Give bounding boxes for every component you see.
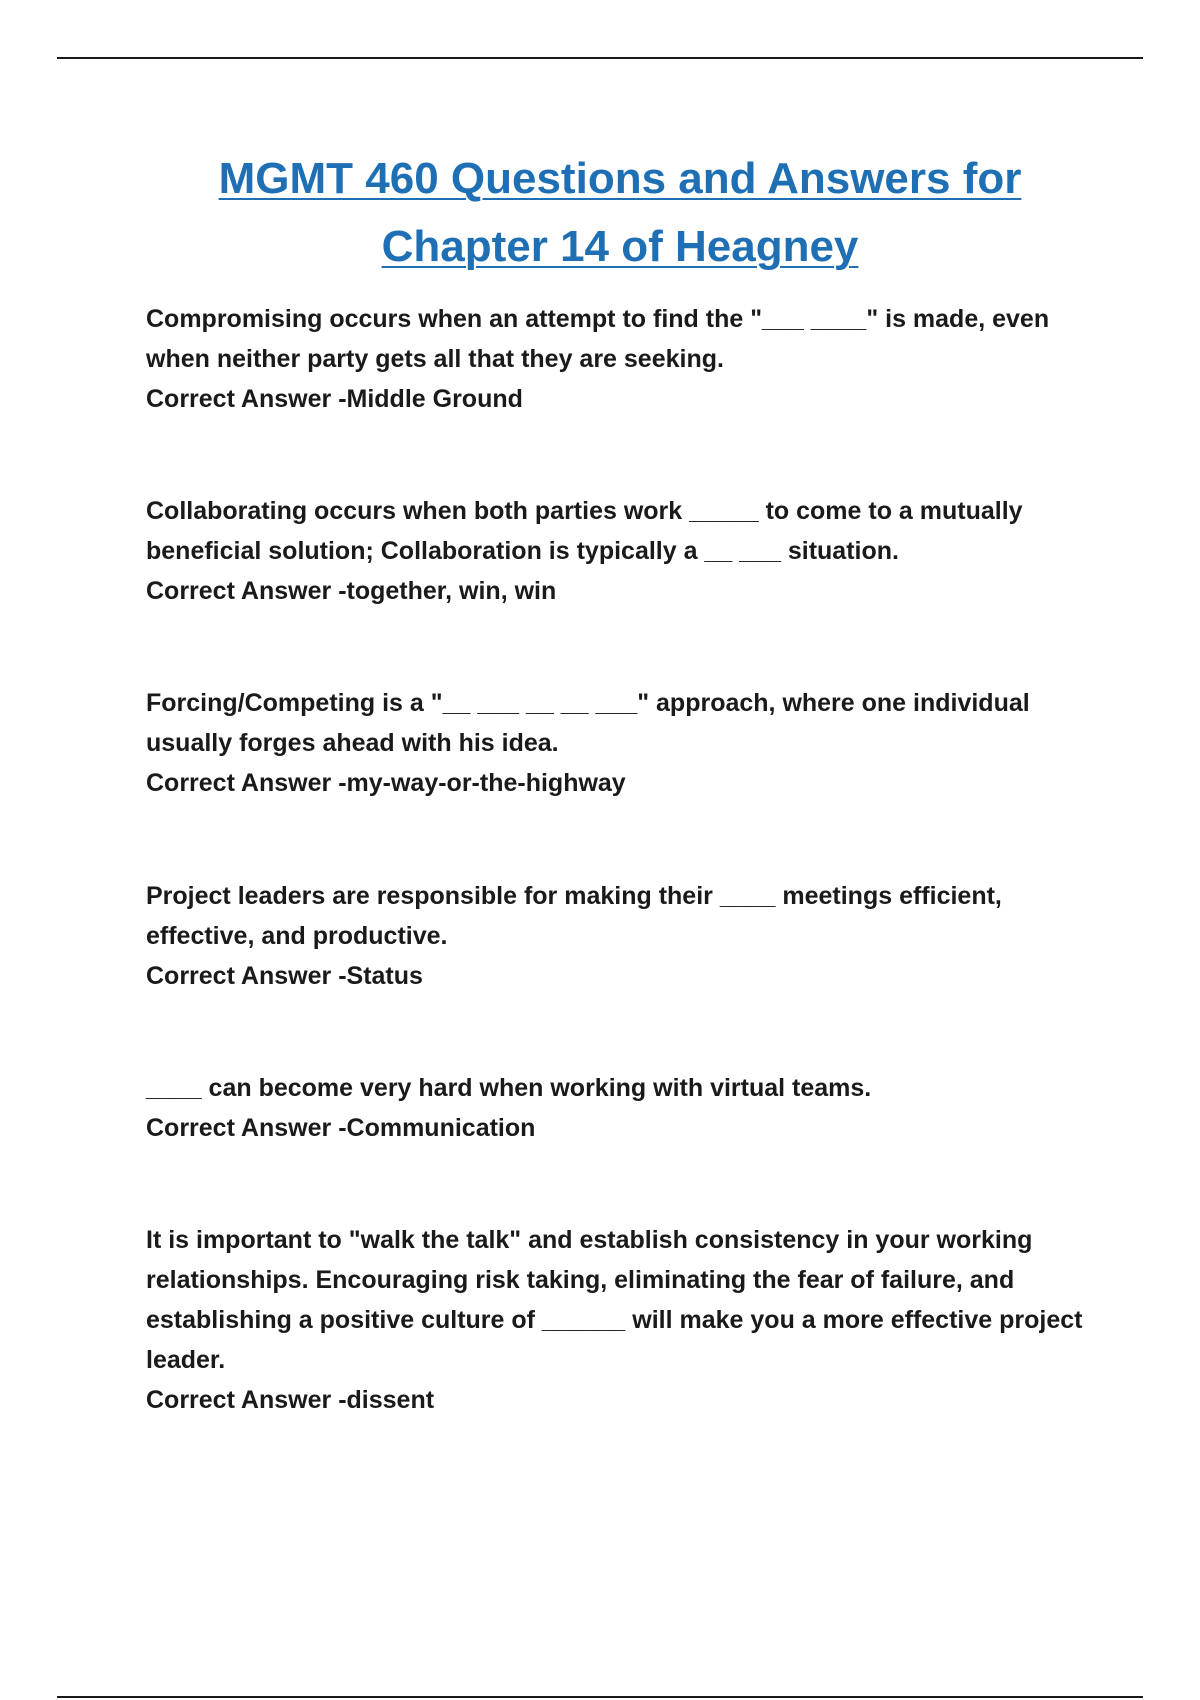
qa-item bbox=[146, 299, 1106, 419]
question-text: Collaborating occurs when both parties work _____ to come to a mutually beneficial solution; Collaboration is typically a __ ___ situation. bbox=[146, 497, 1023, 565]
qa-item bbox=[146, 1220, 1106, 1420]
question-text: ____ can become very hard when working with virtual teams. bbox=[146, 1074, 872, 1102]
document-title bbox=[100, 145, 1140, 281]
qa-item bbox=[146, 683, 1106, 803]
title-line-2: Chapter 14 of Heagney bbox=[381, 222, 859, 271]
answer-text: Correct Answer -dissent bbox=[146, 1386, 435, 1414]
qa-item bbox=[146, 491, 1106, 611]
answer-text: Correct Answer -Status bbox=[146, 962, 423, 990]
question-text: Compromising occurs when an attempt to find the "___ ____" is made, even when neither party gets all that they are seeking. bbox=[146, 305, 1050, 373]
qa-item bbox=[146, 1068, 1106, 1148]
answer-text: Correct Answer -my-way-or-the-highway bbox=[146, 769, 626, 797]
bottom-divider bbox=[57, 1696, 1143, 1698]
question-text: Project leaders are responsible for making their ____ meetings efficient, effective, and productive. bbox=[146, 882, 1002, 950]
question-text: Forcing/Competing is a "__ ___ __ __ ___" approach, where one individual usually forges ahead with his idea. bbox=[146, 689, 1030, 757]
title-line-1: MGMT 460 Questions and Answers for bbox=[218, 154, 1022, 203]
answer-text: Correct Answer -Communication bbox=[146, 1114, 536, 1142]
qa-item bbox=[146, 876, 1106, 996]
answer-text: Correct Answer -Middle Ground bbox=[146, 385, 523, 413]
answer-text: Correct Answer -together, win, win bbox=[146, 577, 557, 605]
question-text: It is important to "walk the talk" and establish consistency in your working relationships. Encouraging risk taking, eliminating the fear of failure, and establishing a positive culture of ______ will make you a more effective project leader. bbox=[146, 1226, 1083, 1374]
top-divider bbox=[57, 57, 1143, 59]
